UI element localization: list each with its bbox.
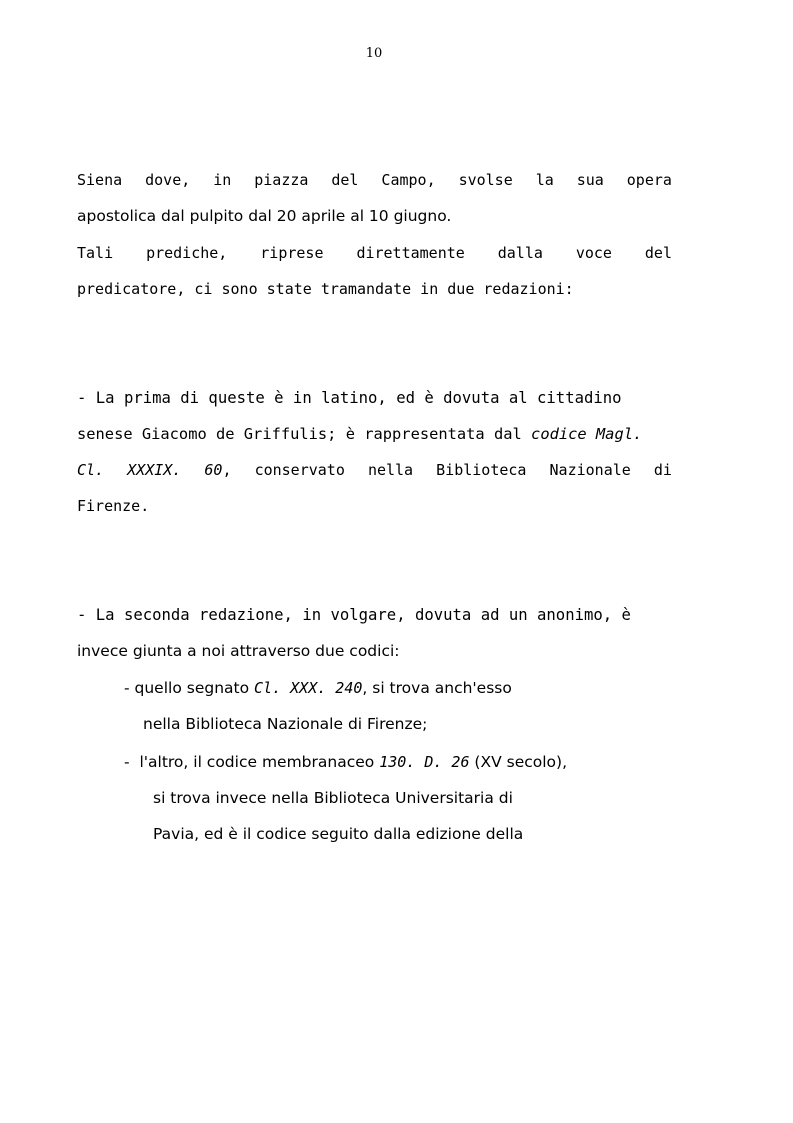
word: dalla <box>497 244 543 262</box>
paragraph-3-line-1: - La prima di queste è in latino, ed è dovuta al cittadino <box>77 389 622 407</box>
text-segment: senese Giacomo de Griffulis; è rappresentata dal <box>77 425 522 443</box>
citation-with-comma <box>204 459 231 481</box>
comma: , <box>222 461 232 479</box>
word: opera <box>626 171 672 189</box>
word: dove, <box>145 171 191 189</box>
paragraph-1-line-2: apostolica dal pulpito dal 20 aprile al 10 giugno. <box>77 207 452 225</box>
italic-citation: Cl. XXX. 240 <box>254 679 363 697</box>
text-segment: (XV secolo), <box>469 753 568 771</box>
word: piazza <box>254 171 309 189</box>
paragraph-3-line-3 <box>77 459 672 481</box>
list-item-2-line-3: Pavia, ed è il codice seguito dalla edizione della <box>153 825 524 843</box>
italic-citation: 130. D. 26 <box>379 753 470 771</box>
word: direttamente <box>356 244 465 262</box>
list-item-2-line-1 <box>124 751 669 773</box>
italic-citation: 60 <box>204 461 223 479</box>
word: Campo, <box>381 171 436 189</box>
word: Nazionale <box>549 461 631 479</box>
word: voce <box>575 244 612 262</box>
paragraph-2-line-1 <box>77 242 672 264</box>
word: sua <box>576 171 604 189</box>
list-item-1-line-2: nella Biblioteca Nazionale di Firenze; <box>143 715 428 733</box>
paragraph-3-line-2 <box>77 423 672 445</box>
word: riprese <box>260 244 324 262</box>
word: in <box>213 171 232 189</box>
italic-citation: Cl. <box>77 461 105 479</box>
paragraph-1-line-1 <box>77 169 672 191</box>
word: svolse <box>458 171 513 189</box>
word: Tali <box>77 244 114 262</box>
list-item-1-line-1 <box>124 677 604 699</box>
italic-citation: codice Magl. <box>531 425 643 443</box>
word: di <box>653 461 672 479</box>
word: la <box>535 171 554 189</box>
page-number: 10 <box>365 46 383 61</box>
word: del <box>331 171 359 189</box>
word: del <box>644 244 672 262</box>
italic-citation: XXXIX. <box>127 461 182 479</box>
list-item-2-line-2: si trova invece nella Biblioteca Universitaria di <box>153 789 513 807</box>
paragraph-3-line-4: Firenze. <box>77 497 150 515</box>
word: Biblioteca <box>436 461 527 479</box>
paragraph-2-line-2: predicatore, ci sono state tramandate in due redazioni: <box>77 280 574 298</box>
word: conservato <box>254 461 345 479</box>
paragraph-4-line-1: - La seconda redazione, in volgare, dovuta ad un anonimo, è <box>77 606 631 624</box>
text-segment: - l'altro, il codice membranaceo <box>124 753 375 771</box>
text-segment: - quello segnato <box>124 679 250 697</box>
word: nella <box>367 461 414 479</box>
word: prediche, <box>146 244 228 262</box>
word: Siena <box>77 171 123 189</box>
paragraph-4-line-2: invece giunta a noi attraverso due codici: <box>77 642 400 660</box>
text-segment: , si trova anch'esso <box>362 679 512 697</box>
